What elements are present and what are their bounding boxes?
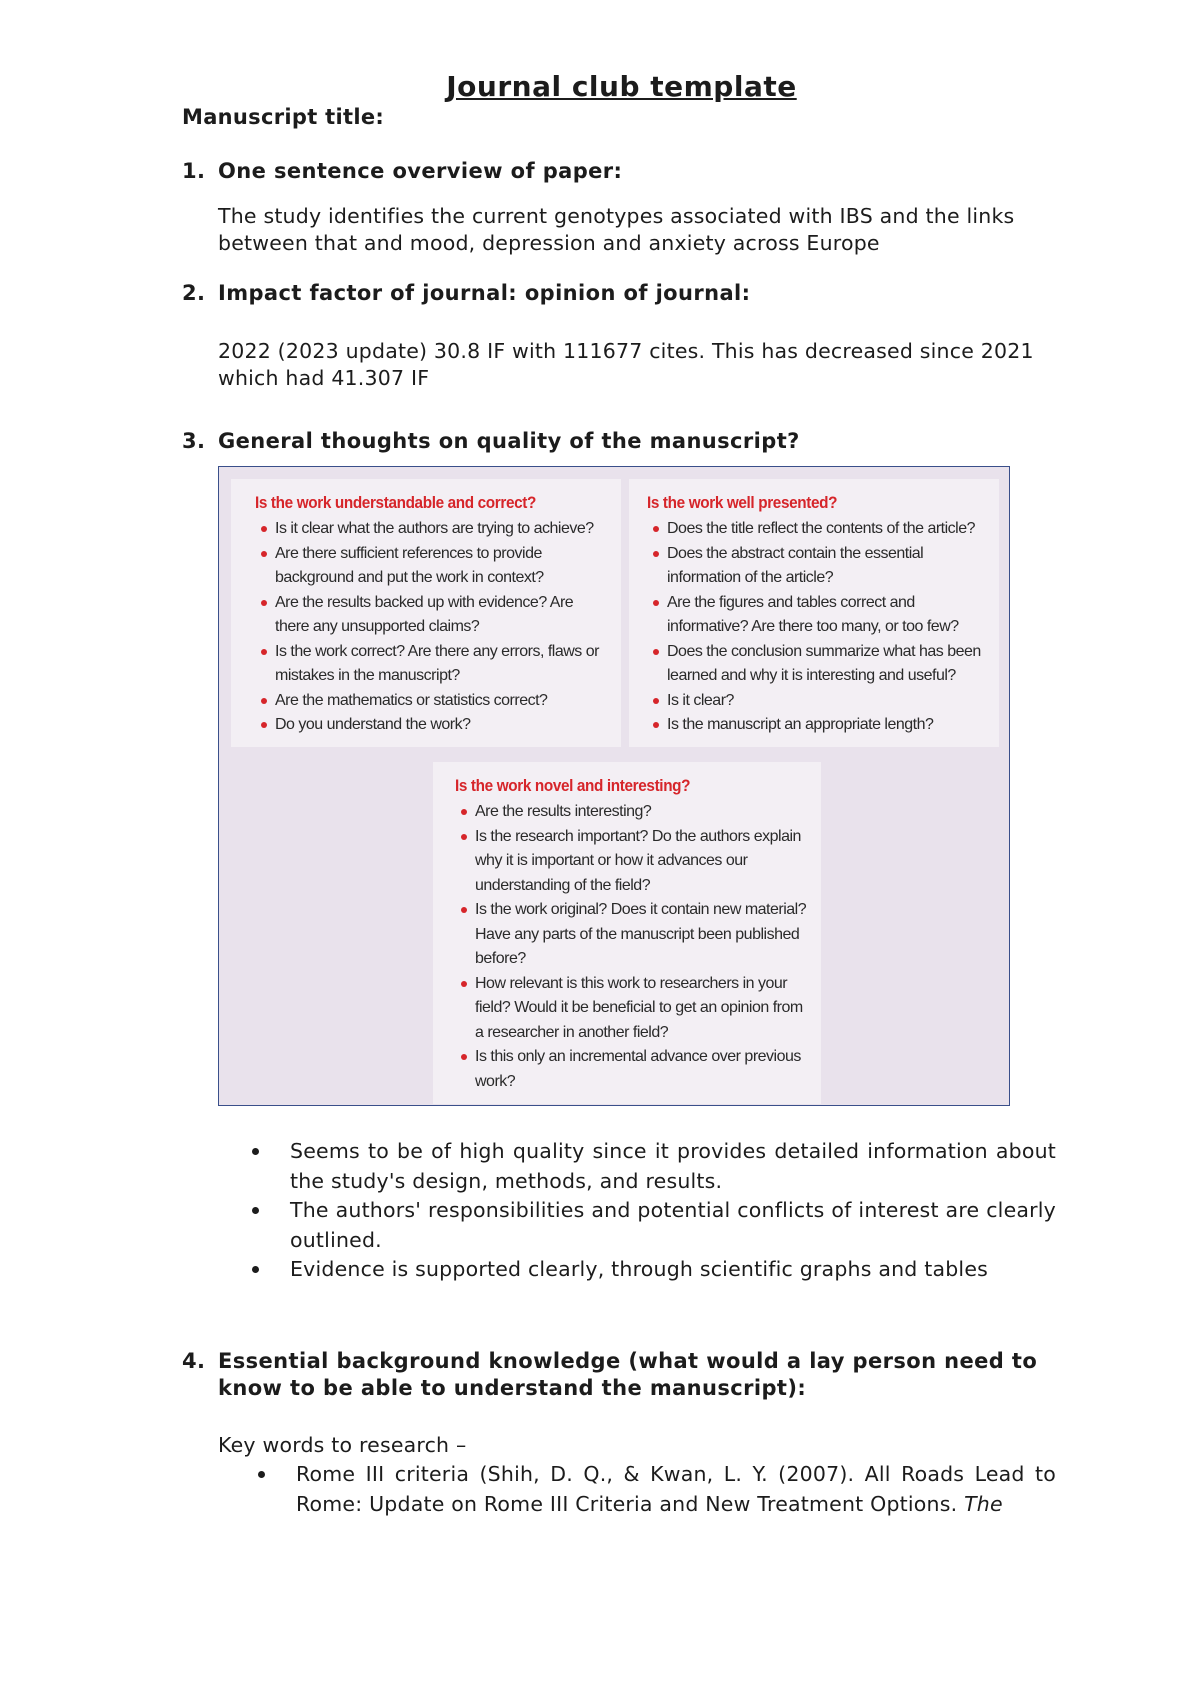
list-item: Are the mathematics or statistics correct? — [255, 689, 611, 714]
bullet-dot-icon — [461, 834, 467, 840]
bullet-dot-icon — [461, 1054, 467, 1060]
bullet-dot-icon — [261, 600, 267, 606]
section-1-answer: The study identifies the current genotypes associated with IBS and the links between that and mood, depression and anxiety across Europe — [218, 204, 1015, 255]
section-1-heading — [182, 158, 1038, 185]
section-4-bullets — [254, 1460, 1056, 1519]
list-item: Is the work original? Does it contain new material? Have any parts of the manuscript been published before? — [455, 898, 811, 972]
checklist-card-understandable — [231, 479, 621, 747]
section-2-heading — [182, 280, 1038, 307]
list-item: Are the results interesting? — [455, 800, 811, 825]
bullet-dot-icon — [261, 526, 267, 532]
bullet-dot-icon — [261, 551, 267, 557]
card-title: Is the work well presented? — [647, 493, 838, 512]
bullet-dot-icon — [653, 649, 659, 655]
card-title: Is the work novel and interesting? — [455, 776, 691, 795]
list-item: Is the work correct? Are there any errors, flaws or mistakes in the manuscript? — [255, 640, 611, 689]
section-2-answer: 2022 (2023 update) 30.8 IF with 111677 cites. This has decreased since 2021 which had 41.307 IF — [218, 339, 1034, 390]
list-item: Are there sufficient references to provide background and put the work in context? — [255, 542, 611, 591]
list-item: Are the results backed up with evidence? Are there any unsupported claims? — [255, 591, 611, 640]
bullet-dot-icon — [653, 698, 659, 704]
bullet-dot-icon — [261, 649, 267, 655]
list-item: Is the manuscript an appropriate length? — [647, 713, 989, 738]
list-item: Does the title reflect the contents of the article? — [647, 517, 989, 542]
card-title: Is the work understandable and correct? — [255, 493, 536, 512]
section-4-question: Essential background knowledge (what would a lay person need to know to be able to understand the manuscript): — [218, 1349, 1038, 1400]
list-item: Is it clear what the authors are trying to achieve? — [255, 517, 611, 542]
checklist-card-novel — [433, 762, 821, 1104]
bullet-dot-icon — [261, 698, 267, 704]
checklist-card-presented — [629, 479, 999, 747]
bullet-dot-icon — [252, 1207, 259, 1214]
section-4-heading — [182, 1348, 1038, 1402]
card-list — [455, 800, 811, 1094]
list-item: Is the research important? Do the authors explain why it is important or how it advances our understanding of the field? — [455, 825, 811, 899]
bullet-dot-icon — [461, 809, 467, 815]
review-checklist-figure — [218, 466, 1010, 1106]
bullet-dot-icon — [653, 551, 659, 557]
bullet-dot-icon — [258, 1471, 265, 1478]
list-item: Evidence is supported clearly, through scientific graphs and tables — [248, 1255, 1056, 1285]
section-1-question: One sentence overview of paper: — [218, 159, 623, 183]
bullet-dot-icon — [653, 600, 659, 606]
manuscript-title-label: Manuscript title: — [182, 105, 385, 129]
section-2-number: 2. — [182, 281, 206, 305]
card-list — [255, 517, 611, 738]
list-item: Do you understand the work? — [255, 713, 611, 738]
list-item: Does the conclusion summarize what has been learned and why it is interesting and useful? — [647, 640, 989, 689]
section-4-number: 4. — [182, 1349, 206, 1373]
list-item: The authors' responsibilities and potential conflicts of interest are clearly outlined. — [248, 1196, 1056, 1255]
bullet-dot-icon — [252, 1148, 259, 1155]
section-3-question: General thoughts on quality of the manuscript? — [218, 429, 800, 453]
list-item: How relevant is this work to researchers in your field? Would it be beneficial to get an opinion from a researcher in another field? — [455, 972, 811, 1046]
list-item: Are the figures and tables correct and informative? Are there too many, or too few? — [647, 591, 989, 640]
card-list — [647, 517, 989, 738]
bullet-dot-icon — [461, 981, 467, 987]
section-1-number: 1. — [182, 159, 206, 183]
list-item: Seems to be of high quality since it provides detailed information about the study's design, methods, and results. — [248, 1137, 1056, 1196]
bullet-dot-icon — [653, 722, 659, 728]
bullet-dot-icon — [653, 526, 659, 532]
list-item: Does the abstract contain the essential information of the article? — [647, 542, 989, 591]
section-2-question: Impact factor of journal: opinion of journal: — [218, 281, 751, 305]
list-item: Rome III criteria (Shih, D. Q., & Kwan, L. Y. (2007). All Roads Lead to Rome: Update on Rome III Criteria and New Treatment Options. The — [254, 1460, 1056, 1519]
bullet-dot-icon — [252, 1266, 259, 1273]
list-item: Is it clear? — [647, 689, 989, 714]
section-4-intro: Key words to research – — [218, 1433, 467, 1457]
bullet-dot-icon — [461, 907, 467, 913]
section-3-number: 3. — [182, 429, 206, 453]
list-item: Is this only an incremental advance over previous work? — [455, 1045, 811, 1094]
section-3-bullets — [248, 1137, 1056, 1285]
section-3-heading — [182, 428, 1038, 455]
bullet-dot-icon — [261, 722, 267, 728]
document-title: Journal club template — [446, 70, 797, 103]
